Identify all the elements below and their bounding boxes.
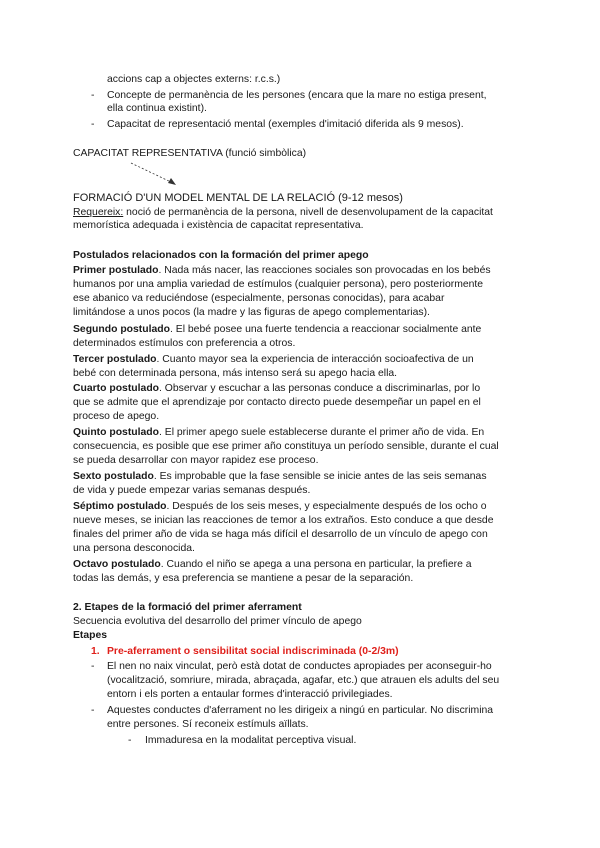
stage-1-bullet-line: entorn i els porten a entaular formes d'interacció privilegiades. <box>107 689 393 700</box>
list-item-permanence-cont: ella continua existint). <box>107 103 207 114</box>
bullet-dash: - <box>91 90 95 101</box>
formacio-title: FORMACIÓ D'UN MODEL MENTAL DE LA RELACIÓ (9-12 mesos) <box>73 192 403 204</box>
stage-1-bullet: Aquestes conductes d'aferrament no les dirigeix a ningú en particular. No discrimina <box>107 705 494 716</box>
stage-1-bullet-line: entre persones. Sí reconeix estímuls aïllats. <box>107 719 309 730</box>
bullet-dash: - <box>91 661 95 672</box>
postulado-7 <box>73 500 487 513</box>
capacitat-heading: CAPACITAT REPRESENTATIVA (funció simbòlica) <box>73 148 307 159</box>
postulado-text: . El primer apego suele establecerse durante el primer año de vida. En <box>159 427 485 438</box>
etapes-heading: 2. Etapes de la formació del primer aferrament <box>73 602 302 613</box>
postulado-5-line: consecuencia, es posible que ese primer año constituya un período sensible, durante el cual <box>73 441 499 452</box>
postulado-4-line: que se admite que el aprendizaje por contacto directo puede desempeñar un papel en el <box>73 397 481 408</box>
postulado-label: Sexto postulado <box>73 471 154 482</box>
postulado-label: Séptimo postulado <box>73 501 167 512</box>
postulado-label: Quinto postulado <box>73 427 159 438</box>
bullet-dash: - <box>128 735 132 746</box>
postulado-text: . Después de los seis meses, y especialmente después de los ocho o <box>166 501 487 512</box>
list-item-permanence: Concepte de permanència de les persones (encara que la mare no estiga present, <box>107 90 487 101</box>
postulado-text: . Nada más nacer, las reacciones sociales son provocadas en los bebés <box>158 265 491 276</box>
postulado-4 <box>73 382 480 395</box>
postulado-text: . Observar y escuchar a las personas conduce a discriminarlas, por lo <box>159 383 481 394</box>
postulado-7-line: una persona desconocida. <box>73 543 195 554</box>
etapes-label: Etapes <box>73 630 108 641</box>
bullet-dash: - <box>91 705 95 716</box>
postulado-7-line: nueve meses, se inician las reacciones de temor a los extraños. Esto conduce a que desde <box>73 515 494 526</box>
postulado-label: Cuarto postulado <box>73 383 160 394</box>
postulado-1-line: ese abanico va reduciéndose (especialmente, personas conocidas), para acabar <box>73 293 445 304</box>
postulado-2-line: determinados estímulos con preferencia a otros. <box>73 338 296 349</box>
stage-1-bullet: El nen no naix vinculat, però està dotat de conductes apropiades per aconseguir-ho <box>107 661 492 672</box>
requirement-label: Requereix: <box>73 207 124 218</box>
etapes-subheading: Secuencia evolutiva del desarrollo del primer vínculo de apego <box>73 616 362 627</box>
postulado-8-line: todas las demás, y esa preferencia se mantiene a pesar de la separación. <box>73 573 414 584</box>
list-item-representation: Capacitat de representació mental (exemples d'imitació diferida als 9 mesos). <box>107 119 464 130</box>
postulado-3-line: bebé con determinada persona, más intenso será su apego hacia ella. <box>73 368 398 379</box>
list-item-continuation: accions cap a objectes externs: r.c.s.) <box>107 74 281 85</box>
postulado-label: Segundo postulado <box>73 324 170 335</box>
postulado-1-line: limitándose a unos pocos (la madre y las figuras de apego complementarias). <box>73 307 430 318</box>
stage-1-bullet-line: (vocalització, somriure, mirada, abraçada, agafar, etc.) que atrauen els adults del seu <box>107 675 500 686</box>
postulado-6-line: de vida y puede empezar varias semanas después. <box>73 485 311 496</box>
postulado-5-line: se pueda desarrollar con mayor rapidez ese proceso. <box>73 455 319 466</box>
postulado-6 <box>73 470 487 483</box>
postulado-label: Octavo postulado <box>73 559 161 570</box>
stage-1-sub-bullet: Immaduresa en la modalitat perceptiva visual. <box>145 735 357 746</box>
formacio-requirement-cont: memorística adequada i existència de capacitat representativa. <box>73 220 364 231</box>
bullet-dash: - <box>91 119 95 130</box>
postulado-label: Tercer postulado <box>73 354 157 365</box>
requirement-text: noció de permanència de la persona, nivell de desenvolupament de la capacitat <box>123 207 493 218</box>
stage-number: 1. <box>91 646 100 657</box>
postulado-label: Primer postulado <box>73 265 159 276</box>
formacio-requirement <box>73 206 493 219</box>
postulado-text: . Cuando el niño se apega a una persona en particular, la prefiere a <box>160 559 472 570</box>
postulado-text: . El bebé posee una fuerte tendencia a reaccionar socialmente ante <box>169 324 482 335</box>
stage-1-title: Pre-aferrament o sensibilitat social indiscriminada (0-2/3m) <box>107 646 399 657</box>
postulados-heading: Postulados relacionados con la formación del primer apego <box>73 250 369 261</box>
postulado-2 <box>73 323 481 336</box>
postulado-5 <box>73 426 484 439</box>
postulado-text: . Cuanto mayor sea la experiencia de interacción socioafectiva de un <box>156 354 474 365</box>
postulado-8 <box>73 558 472 571</box>
postulado-text: . Es improbable que la fase sensible se inicie antes de las seis semanas <box>153 471 487 482</box>
postulado-7-line: finales del primer año de vida se haga más difícil el desarrollo de un vínculo de apego con <box>73 529 488 540</box>
postulado-1-line: humanos por una amplia variedad de estímulos (cualquier persona), pero posteriormente <box>73 279 484 290</box>
postulado-3 <box>73 353 474 366</box>
postulado-1 <box>73 264 491 277</box>
postulado-4-line: proceso de apego. <box>73 411 160 422</box>
